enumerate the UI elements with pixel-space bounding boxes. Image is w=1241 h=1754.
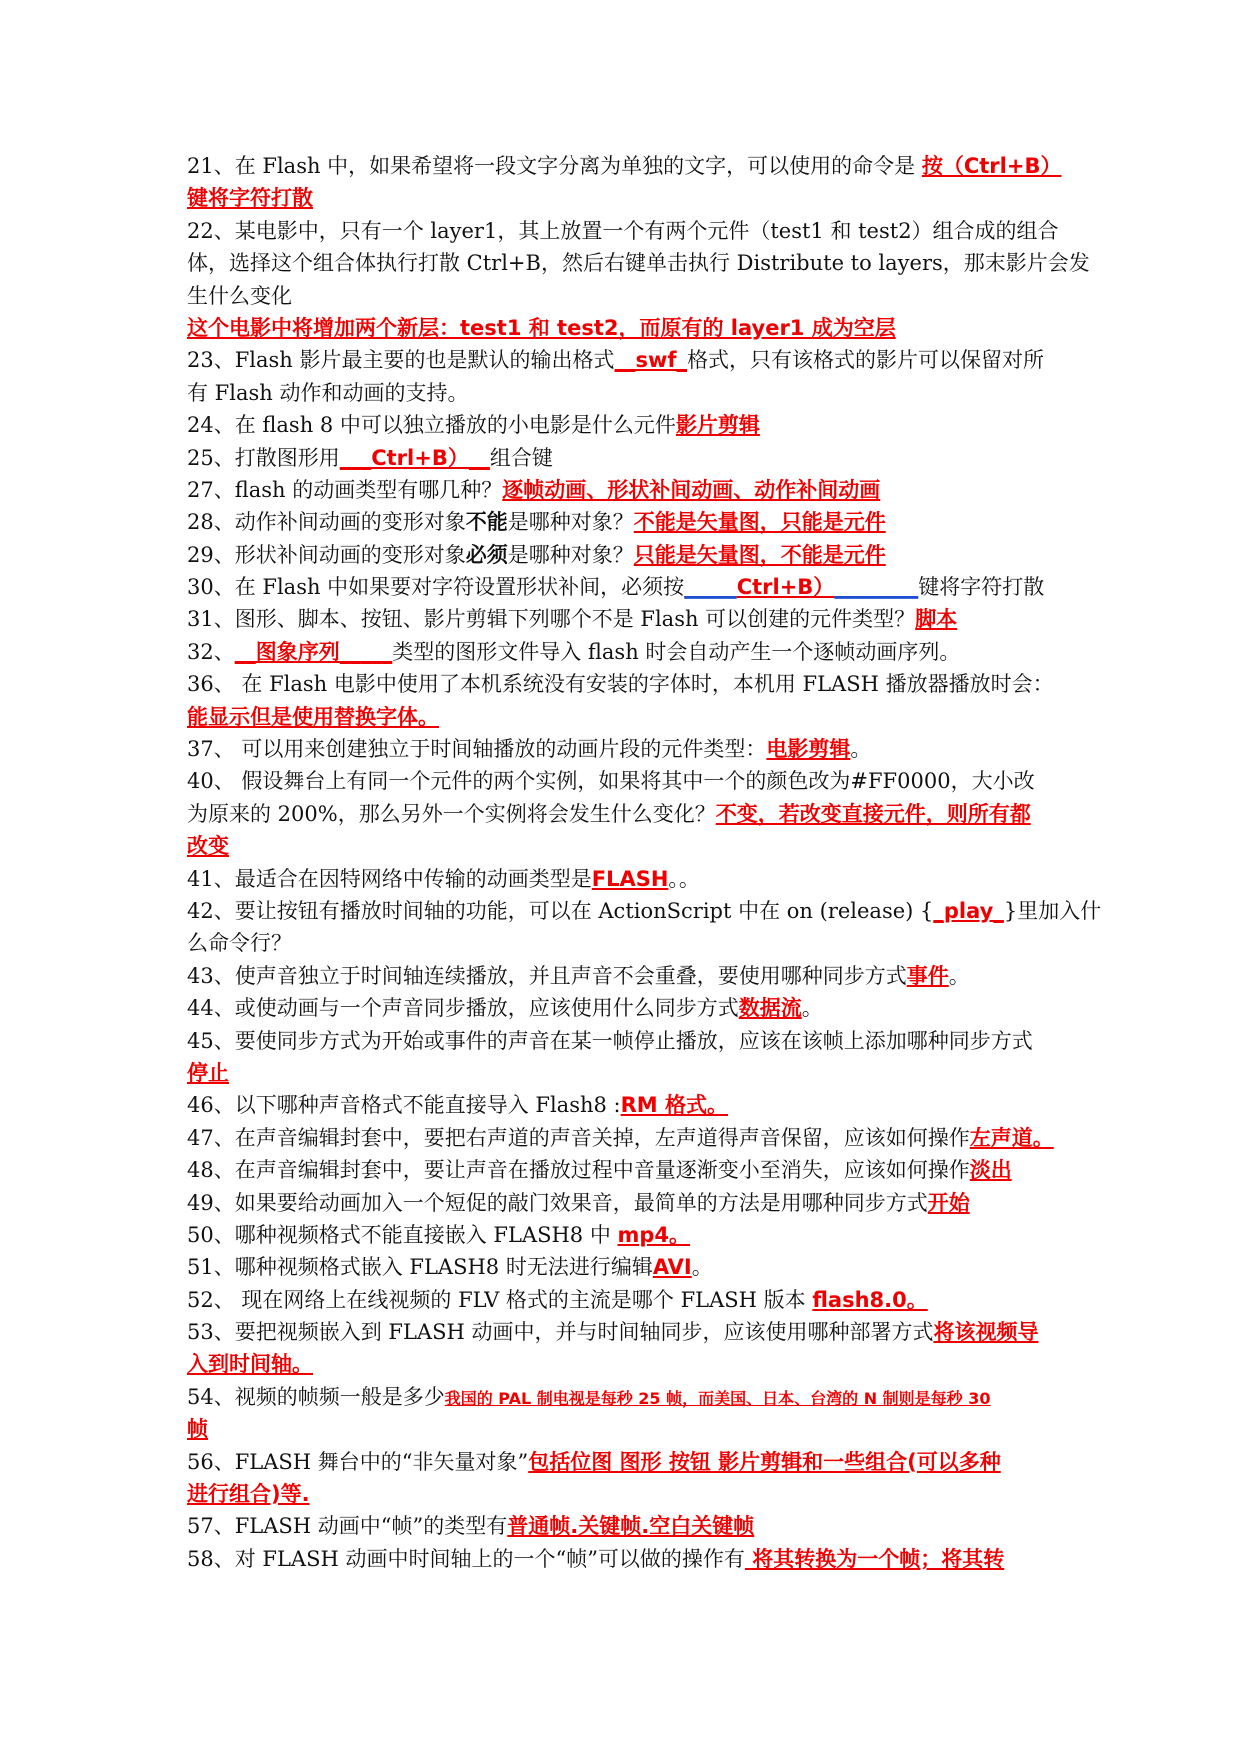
question-text: }里加入什	[1003, 898, 1102, 923]
answer-text: flash8.0。	[812, 1287, 928, 1312]
answer-text: 只能是矢量图，不能是元件	[633, 542, 886, 567]
question-text: 43、使声音独立于时间轴连续播放，并且声音不会重叠，要使用哪种同步方式	[187, 963, 907, 988]
text-line	[187, 668, 1053, 700]
text-line	[187, 182, 1053, 214]
text-line	[187, 1478, 1053, 1510]
text-line	[187, 442, 1053, 474]
text-line	[187, 280, 1053, 312]
text-line	[187, 539, 1053, 571]
answer-text: RM 格式。	[620, 1093, 729, 1118]
question-text: 40、 假设舞台上有同一个元件的两个实例，如果将其中一个的颜色改为#FF0000，大小改	[187, 769, 1035, 794]
answer-text: 将其转换为一个帧；将其转	[744, 1546, 1005, 1571]
text-line	[187, 1510, 1053, 1542]
question-item	[187, 668, 1053, 733]
text-line	[187, 992, 1053, 1024]
question-item	[187, 1219, 1053, 1251]
text-line	[187, 1348, 1053, 1380]
answer-text: __图象序列_____	[234, 639, 393, 664]
answer-text: ___Ctrl+B）__	[339, 445, 490, 470]
question-item	[187, 992, 1053, 1024]
question-text: 。。	[668, 866, 700, 891]
text-line	[187, 927, 1053, 959]
question-item	[187, 1446, 1053, 1511]
question-text: 。	[801, 996, 823, 1021]
question-text: 是哪种对象？	[507, 542, 634, 567]
text-line	[187, 895, 1102, 927]
blank-underline: _____	[684, 575, 737, 600]
text-line	[187, 1122, 1053, 1154]
text-line	[187, 312, 1053, 344]
text-line	[187, 765, 1053, 797]
answer-text: 影片剪辑	[675, 413, 760, 438]
text-line	[187, 150, 1062, 182]
answer-text: 这个电影中将增加两个新层：test1 和 test2，而原有的 layer1 成为空层	[187, 315, 896, 340]
question-text: 52、 现在网络上在线视频的 FLV 格式的主流是哪个 FLASH 版本	[187, 1287, 813, 1312]
text-line	[187, 960, 1053, 992]
answer-text: 将该视频导	[933, 1320, 1039, 1345]
answer-text: 事件	[906, 963, 949, 988]
answer-text: 普通帧.关键帧.空白关键帧	[507, 1514, 755, 1539]
question-text: 键将字符打散	[918, 575, 1045, 600]
answer-text: 键将字符打散	[187, 186, 313, 211]
answer-text: 淡出	[969, 1158, 1012, 1183]
question-text: 么命令行？	[187, 931, 292, 956]
text-line	[187, 409, 1053, 441]
question-text: 41、最适合在因特网络中传输的动画类型是	[187, 866, 592, 891]
text-line	[187, 1219, 1053, 1251]
answer-text: 能显示但是使用替换字体。	[187, 704, 439, 729]
question-text: 48、在声音编辑封套中，要让声音在播放过程中音量逐渐变小至消失，应该如何操作	[187, 1158, 970, 1183]
answer-text: FLASH	[591, 866, 669, 891]
answer-text: 开始	[927, 1190, 970, 1215]
question-text: 30、在 Flash 中如果要对字符设置形状补间，必须按	[187, 575, 685, 600]
question-text: 22、某电影中，只有一个 layer1，其上放置一个有两个元件（test1 和 test2）组合成的组合	[187, 218, 1059, 243]
question-text: 37、 可以用来创建独立于时间轴播放的动画片段的元件类型：	[187, 737, 767, 762]
text-line	[187, 377, 1053, 409]
question-text: 23、Flash 影片最主要的也是默认的输出格式	[187, 348, 615, 373]
answer-text: 数据流	[738, 996, 802, 1021]
answer-text: 帧	[187, 1417, 208, 1442]
text-line	[187, 1284, 1053, 1316]
text-line	[187, 636, 1053, 668]
question-text: 有 Flash 动作和动画的支持。	[187, 380, 469, 405]
question-item	[187, 539, 1053, 571]
question-text: 45、要使同步方式为开始或事件的声音在某一帧停止播放，应该在该帧上添加哪种同步方式	[187, 1028, 1033, 1053]
question-text: 53、要把视频嵌入到 FLASH 动画中，并与时间轴同步，应该使用哪种部署方式	[187, 1320, 934, 1345]
answer-text: 进行组合)等.	[187, 1482, 310, 1507]
question-text: 组合键	[489, 445, 553, 470]
question-item	[187, 1025, 1053, 1090]
text-line	[187, 1057, 1053, 1089]
text-line	[187, 474, 1053, 506]
text-line	[187, 1446, 1053, 1478]
question-text: 32、	[187, 639, 235, 664]
question-text: 49、如果要给动画加入一个短促的敲门效果音，最简单的方法是用哪种同步方式	[187, 1190, 928, 1215]
question-text: 。	[691, 1255, 713, 1280]
text-line	[187, 1089, 1053, 1121]
answer-text: Ctrl+B）	[736, 575, 835, 600]
question-text: 29、形状补间动画的变形对象	[187, 542, 466, 567]
text-line	[187, 1154, 1053, 1186]
text-line	[187, 506, 1053, 538]
question-text: 57、FLASH 动画中“帧”的类型有	[187, 1514, 508, 1539]
answer-text: 停止	[187, 1060, 229, 1085]
question-text: 类型的图形文件导入 flash 时会自动产生一个逐帧动画序列。	[392, 639, 961, 664]
question-text: 格式，只有该格式的影片可以保留对所	[687, 348, 1045, 373]
text-line	[187, 733, 1053, 765]
answer-text: 逐帧动画、形状补间动画、动作补间动画	[502, 477, 881, 502]
answer-text: 我国的 PAL 制电视是每秒 25 帧，而美国、日本、台湾的 N 制则是每秒 30	[444, 1388, 991, 1408]
question-item	[187, 636, 1053, 668]
text-line	[187, 247, 1090, 279]
text-line	[187, 1381, 1053, 1413]
question-item	[187, 344, 1053, 409]
text-line	[187, 701, 1053, 733]
question-item	[187, 215, 1090, 345]
question-item	[187, 1122, 1053, 1154]
question-text: 46、以下哪种声音格式不能直接导入 Flash8 :	[187, 1093, 621, 1118]
question-item	[187, 960, 1053, 992]
question-item	[187, 895, 1102, 960]
text-line	[187, 1251, 1053, 1283]
text-line	[187, 215, 1059, 247]
question-text: 。	[948, 963, 970, 988]
question-item	[187, 863, 1053, 895]
text-line	[187, 1543, 1053, 1575]
question-text: 50、哪种视频格式不能直接嵌入 FLASH8 中	[187, 1222, 618, 1247]
text-line	[187, 1025, 1053, 1057]
question-item	[187, 409, 1053, 441]
text-line	[187, 863, 1053, 895]
question-text: 42、要让按钮有播放时间轴的功能，可以在 ActionScript 中在 on (release) {	[187, 898, 934, 923]
question-text: 21、在 Flash 中，如果希望将一段文字分离为单独的文字，可以使用的命令是	[187, 154, 922, 178]
question-text: 47、在声音编辑封套中，要把右声道的声音关掉，左声道得声音保留，应该如何操作	[187, 1125, 970, 1150]
text-line	[187, 1413, 1053, 1445]
question-text: 36、 在 Flash 电影中使用了本机系统没有安装的字体时，本机用 FLASH 播放器播放时会：	[187, 672, 1054, 697]
question-item	[187, 1510, 1053, 1542]
answer-text: 脚本	[915, 607, 958, 632]
question-item	[187, 733, 1053, 765]
answer-text: 入到时间轴。	[187, 1352, 313, 1377]
question-item	[187, 1187, 1053, 1219]
question-item	[187, 1089, 1053, 1121]
answer-text: 按（Ctrl+B）	[921, 154, 1062, 178]
text-line	[187, 603, 1053, 635]
question-item	[187, 1154, 1053, 1186]
question-item	[187, 442, 1053, 474]
answer-text: 不能是矢量图，只能是元件	[633, 510, 886, 535]
answer-text: 左声道。	[969, 1125, 1054, 1150]
question-text: 24、在 flash 8 中可以独立播放的小电影是什么元件	[187, 413, 676, 438]
question-item	[187, 1381, 1053, 1446]
text-line	[187, 571, 1053, 603]
question-text: 25、打散图形用	[187, 445, 340, 470]
question-text: 31、图形、脚本、按钮、影片剪辑下列哪个不是 Flash 可以创建的元件类型？	[187, 607, 916, 632]
question-item	[187, 1284, 1053, 1316]
emphasis-text: 必须	[465, 542, 508, 567]
question-item	[187, 506, 1053, 538]
emphasis-text: 不能	[465, 510, 508, 535]
question-list	[187, 150, 1102, 1575]
question-item	[187, 603, 1053, 635]
question-text: 44、或使动画与一个声音同步播放，应该使用什么同步方式	[187, 996, 739, 1021]
question-item	[187, 474, 1053, 506]
question-item	[187, 1316, 1053, 1381]
text-line	[187, 830, 1053, 862]
question-text: 体，选择这个组合体执行打散 Ctrl+B，然后右键单击执行 Distribute to layers，那末影片会发	[187, 251, 1090, 276]
answer-text: __swf_	[614, 348, 688, 373]
question-text: 是哪种对象？	[507, 510, 634, 535]
text-line	[187, 344, 1053, 376]
answer-text: AVI	[652, 1255, 692, 1280]
question-text: 56、FLASH 舞台中的“非矢量对象”	[187, 1449, 529, 1474]
answer-text: 电影剪辑	[766, 737, 851, 762]
question-text: 54、视频的帧频一般是多少	[187, 1384, 445, 1409]
answer-text: 不变，若改变直接元件，则所有都	[715, 801, 1031, 826]
text-line	[187, 1316, 1053, 1348]
question-text: 58、对 FLASH 动画中时间轴上的一个“帧”可以做的操作有	[187, 1546, 745, 1571]
text-line	[187, 798, 1053, 830]
question-item	[187, 765, 1053, 862]
answer-text: _play_	[933, 898, 1004, 923]
question-text: 28、动作补间动画的变形对象	[187, 510, 466, 535]
blank-underline: ________	[834, 575, 919, 600]
question-item	[187, 150, 1062, 215]
answer-text: mp4。	[617, 1222, 691, 1247]
question-item	[187, 1251, 1053, 1283]
text-line	[187, 1187, 1053, 1219]
question-text: 生什么变化	[187, 283, 292, 308]
answer-text: 改变	[187, 834, 229, 859]
question-text: 为原来的 200%，那么另外一个实例将会发生什么变化？	[187, 801, 716, 826]
question-text: 27、flash 的动画类型有哪几种？	[187, 477, 503, 502]
question-text: 51、哪种视频格式嵌入 FLASH8 时无法进行编辑	[187, 1255, 653, 1280]
answer-text: 包括位图 图形 按钮 影片剪辑和一些组合(可以多种	[528, 1449, 1001, 1474]
question-text: 。	[850, 737, 872, 762]
question-item	[187, 1543, 1053, 1575]
question-item	[187, 571, 1053, 603]
